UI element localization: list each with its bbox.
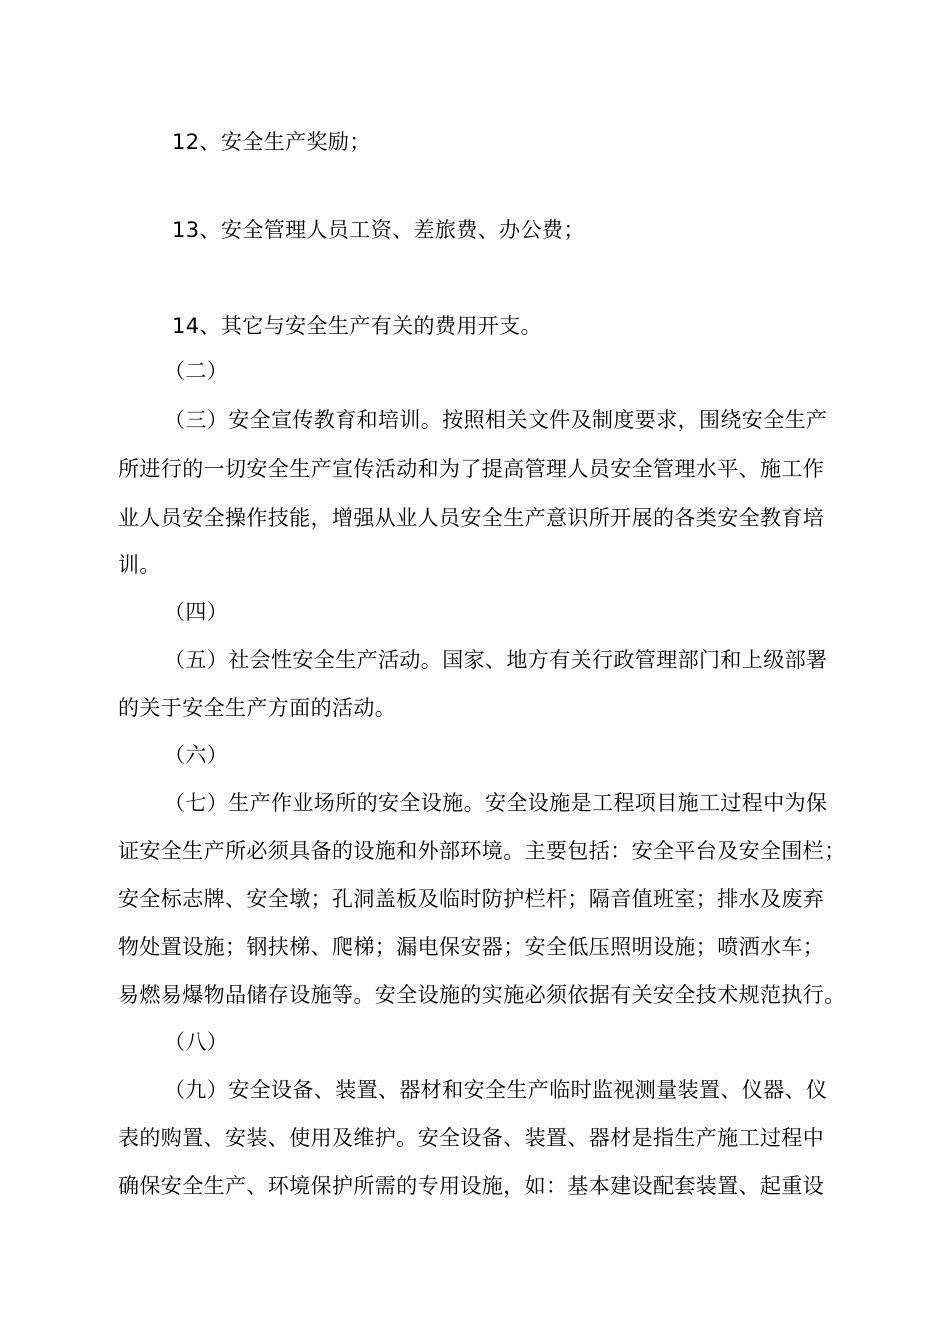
- paragraph-3-line-2: 所进行的一切安全生产宣传活动和为了提高管理人员安全管理水平、施工作: [118, 457, 825, 481]
- section-heading-2: （二）: [164, 359, 229, 383]
- paragraph-7-line-4: 物处置设施；钢扶梯、爬梯；漏电保安器；安全低压照明设施；喷洒水车；: [118, 935, 825, 959]
- paragraph-7-line-3: 安全标志牌、安全墩；孔洞盖板及临时防护栏杆；隔音值班室；排水及废弃: [118, 887, 825, 911]
- paragraph-9-line-3: 确保安全生产、环境保护所需的专用设施，如：基本建设配套装置、起重设: [118, 1174, 825, 1198]
- section-heading-8: （八）: [164, 1030, 229, 1054]
- paragraph-3-line-1: （三）安全宣传教育和培训。按照相关文件及制度要求，围绕安全生产: [164, 408, 828, 432]
- paragraph-5-line-2: 的关于安全生产方面的活动。: [118, 696, 397, 720]
- paragraph-7-line-1: （七）生产作业场所的安全设施。安全设施是工程项目施工过程中为保: [164, 791, 828, 815]
- list-item-14: 14、其它与安全生产有关的费用开支。: [172, 314, 542, 338]
- paragraph-3-line-4: 训。: [118, 553, 161, 577]
- paragraph-3-line-3: 业人员安全操作技能，增强从业人员安全生产意识所开展的各类安全教育培: [118, 506, 825, 530]
- paragraph-5-line-1: （五）社会性安全生产活动。国家、地方有关行政管理部门和上级部署: [164, 648, 828, 672]
- paragraph-9-line-2: 表的购置、安装、使用及维护。安全设备、装置、器材是指生产施工过程中: [118, 1126, 825, 1150]
- list-item-13: 13、安全管理人员工资、差旅费、办公费；: [172, 218, 585, 242]
- section-heading-4: （四）: [164, 600, 229, 624]
- section-heading-6: （六）: [164, 743, 229, 767]
- list-item-12: 12、安全生产奖励；: [172, 130, 371, 154]
- paragraph-7-line-2: 证安全生产所必须具备的设施和外部环境。主要包括：安全平台及安全围栏；: [118, 839, 846, 863]
- paragraph-7-line-5: 易燃易爆物品储存设施等。安全设施的实施必须依据有关安全技术规范执行。: [118, 983, 846, 1007]
- paragraph-9-line-1: （九）安全设备、装置、器材和安全生产临时监视测量装置、仪器、仪: [164, 1078, 828, 1102]
